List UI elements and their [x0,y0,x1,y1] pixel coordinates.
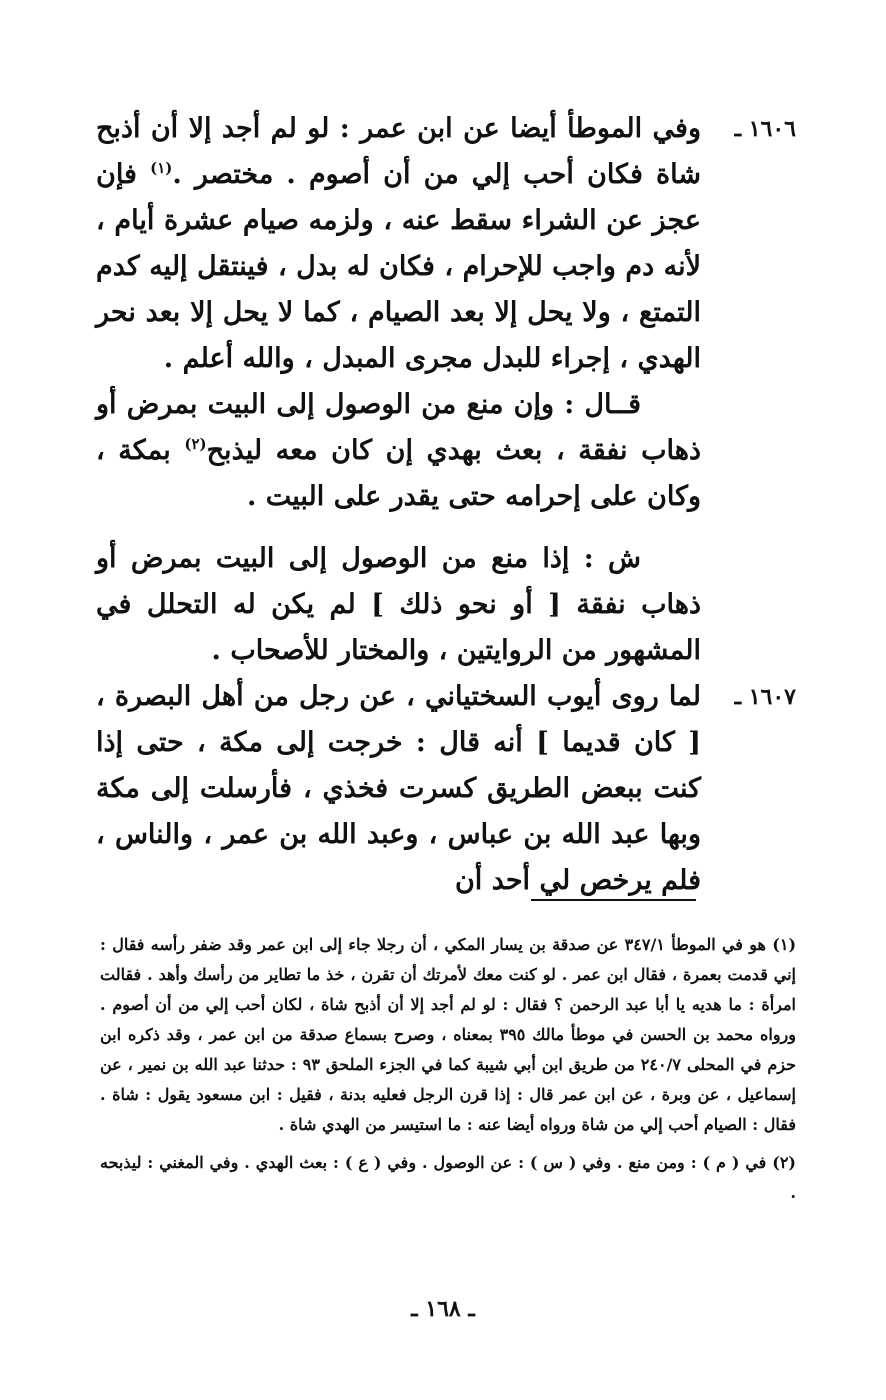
footnote-2: (٢) في ( م ) : ومن منع . وفي ( س ) : عن الوصول . وفي ( ع ) : بعث الهدي . وفي المغني : ليذبحه . [100,1153,796,1202]
entry-1607 [96,674,796,904]
entry-text [96,106,701,382]
sharh-text: ش : إذا منع من الوصول إلى البيت بمرض أو ذهاب نفقة [ أو نحو ذلك ] لم يكن له التحلل في المشهور من الروايتين ، والمختار للأصحاب . [96,543,701,666]
entry-1606 [96,106,796,382]
entry-number: ١٦٠٦ ـ [734,116,796,142]
footnote-1: (١) هو في الموطأ ٣٤٧/١ عن صدقة بن يسار المكي ، أن رجلا جاء إلى ابن عمر وقد ضفر رأسه فقال : إني قدمت بعمرة ، فقال ابن عمر . لو كنت معك لأمرتك أن تقرن ، خذ ما تطاير من رأسك وأهد . فقالت امرأة : ما هديه يا أبا عبد الرحمن ؟ فقال : لو لم أجد إلا أن أذبح شاة ، لكان أحب إلي من أن أصوم . ورواه محمد بن الحسن في موطأ مالك ٣٩٥ بمعناه ، وصرح بسماع صدقة من ابن عمر ، وقد ذكره ابن حزم في المحلى ٢٤٠/٧ من طريق ابن أبي شيبة كما في الجزء الملحق ٩٣ : حدثنا عبد الله بن نمير ، عن إسماعيل ، عن وبرة ، عن ابن عمر قال : إذا قرن الرجل فعليه بدنة ، فقيل : ابن مسعود يقول : شاة . فقال : الصيام أحب إلي من شاة ورواه أيضا عنه : ما استيسر من الهدي شاة . [100,935,797,1134]
main-text [96,106,796,904]
qala-text: قــال : وإن منع من الوصول إلى البيت بمرض أو ذهاب نفقة ، بعث بهدي إن كان معه ليذبح [96,389,701,466]
footnote-ref-2: (٢) [184,435,207,453]
page-number: ـ ١٦٨ ـ [411,1296,475,1322]
sharh-paragraph [96,536,796,674]
entry-text: لما روى أيوب السختياني ، عن رجل من أهل البصرة ، [ كان قديما ] أنه قال : خرجت إلى مكة ، حتى إذا كنت ببعض الطريق كسرت فخذي ، فأرسلت إلى مكة وبها عبد الله بن عباس ، وعبد الله بن عمر ، والناس ، فلم يرخص لي أحد أن [96,681,701,896]
qala-paragraph [96,382,796,520]
footnote-separator [531,899,696,901]
footnotes [100,930,796,1216]
entry-number: ١٦٠٧ ـ [734,684,796,710]
footnote-ref-1: (١) [150,159,173,177]
entry-text-part: وفي الموطأ أيضا عن ابن عمر : لو لم أجد إلا أن أذبح شاة فكان أحب إلي من أن أصوم . مختصر . [96,113,701,190]
qala-text-tail: بمكة ، وكان على إحرامه حتى يقدر على البيت . [96,435,701,512]
entry-text-part: فإن عجز عن الشراء سقط عنه ، ولزمه صيام عشرة أيام ، لأنه دم واجب للإحرام ، فكان له بدل ، فينتقل إليه كدم التمتع ، ولا يحل إلا بعد الصيام ، كما لا يحل إلا بعد نحر الهدي ، إجراء للبدل مجرى المبدل ، والله أعلم . [96,159,701,374]
